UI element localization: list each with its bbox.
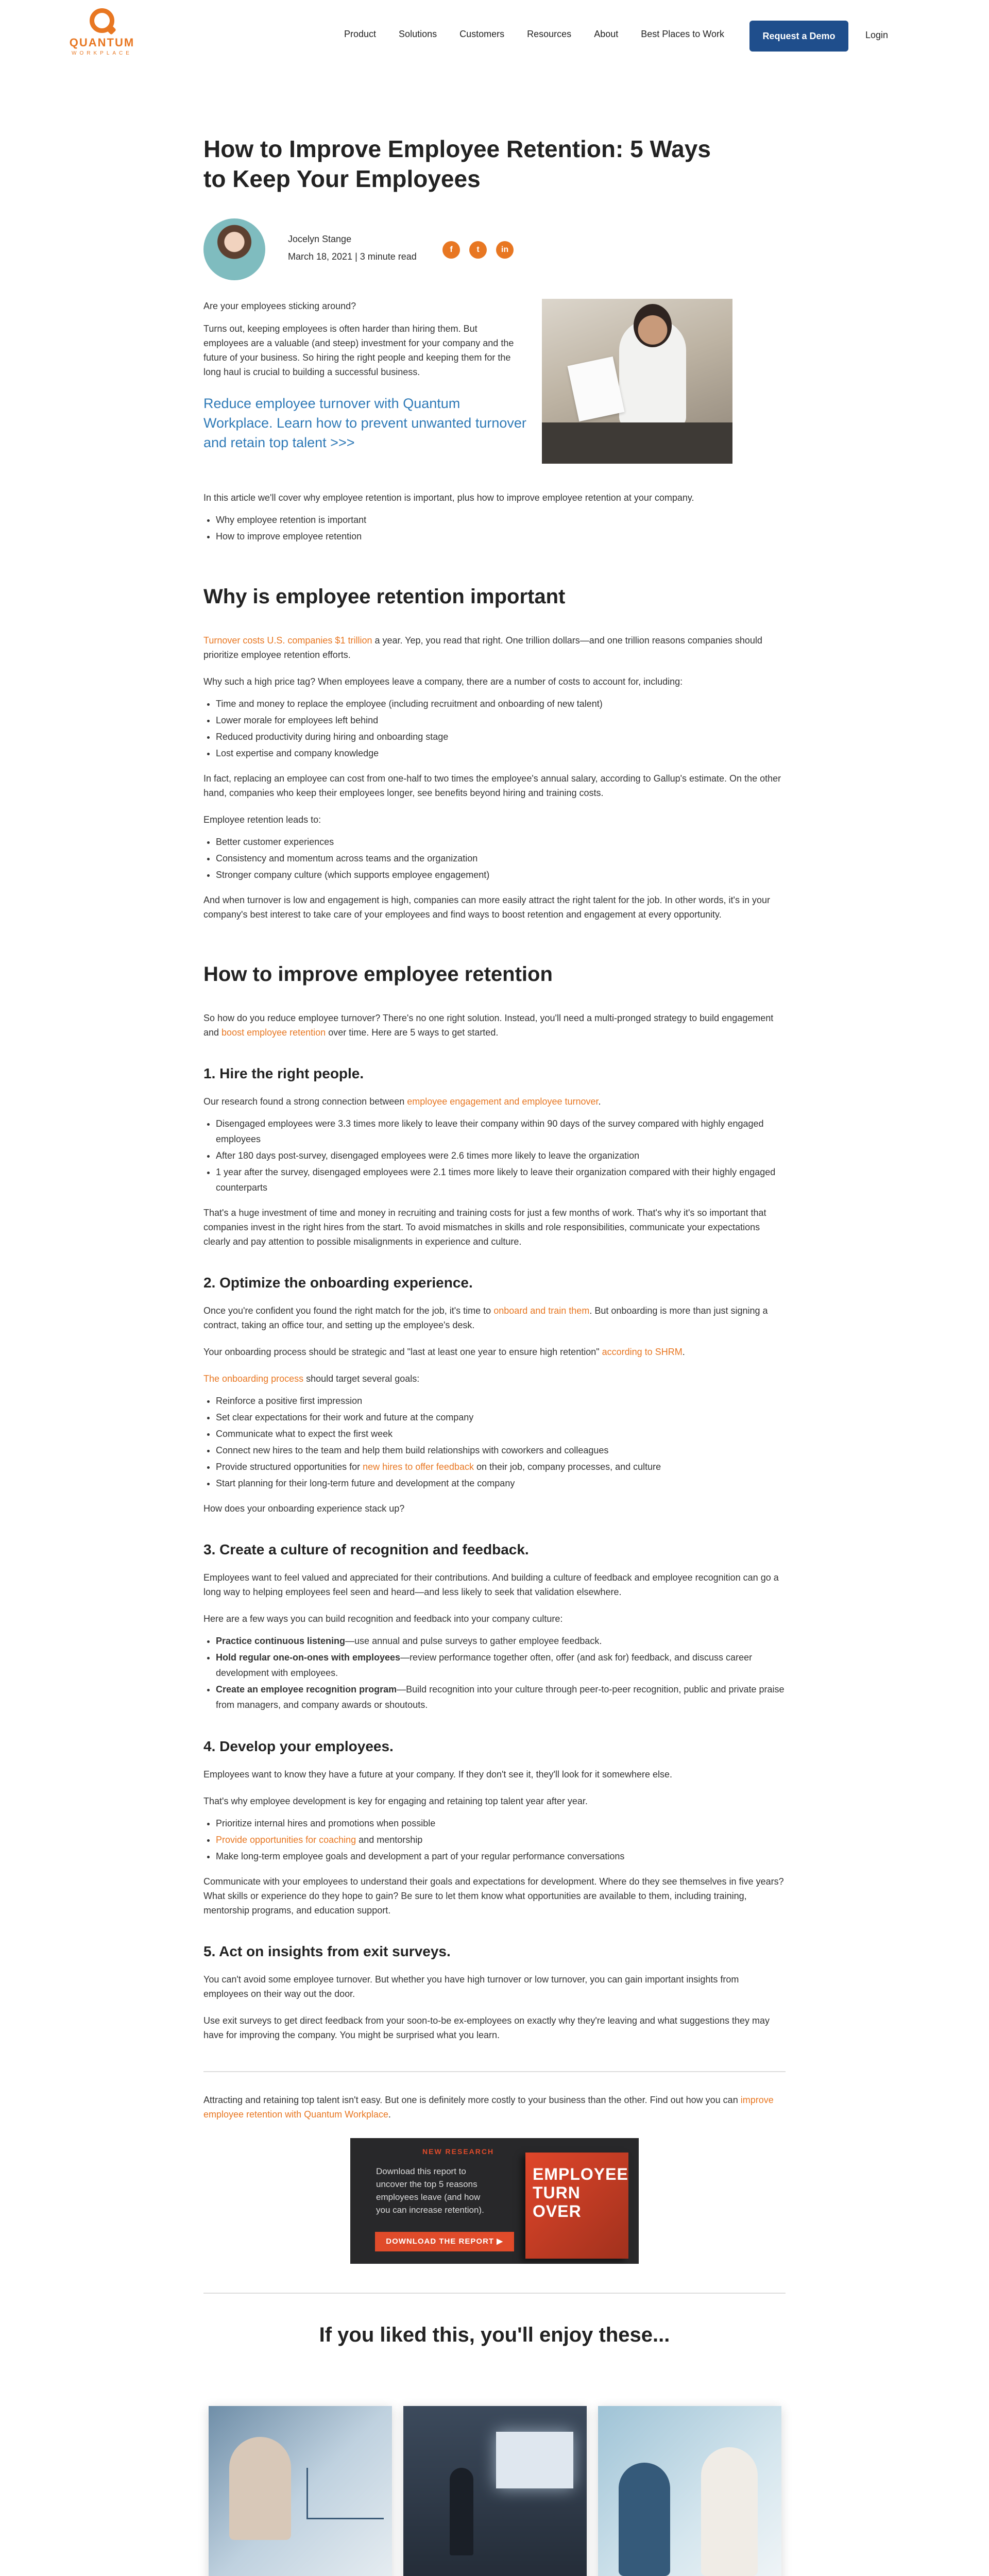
s4-p3: Communicate with your employees to understand their goals and expectations for development. Where do they see themselves in five years? What skills or experience do they hope to gain? Be sure to let them know what opportunities are available to them, including training, mentorship programs, and education support.: [203, 1876, 784, 1916]
closing-paragraph: [203, 2093, 786, 2122]
list-item-text: and mentorship: [356, 1835, 423, 1845]
list-item-text-end: on their job, company processes, and culture: [473, 1462, 661, 1472]
why-p3: In fact, replacing an employee can cost from one-half to two times the employee's annual salary, according to Gallup's estimate. On the other hand, companies who keep their employees longer, see benefits beyond hiring and training costs.: [203, 773, 781, 798]
s3-list: [216, 1633, 786, 1713]
s2-p3-text: should target several goals:: [303, 1374, 420, 1384]
report-cover: [525, 2153, 628, 2259]
list-item: • Connect new hires to the team and help them build relationships with coworkers and colleagues: [216, 1443, 786, 1458]
list-item: • Stronger company culture (which supports employee engagement): [216, 867, 786, 883]
logo-sub: WORKPLACE: [72, 50, 132, 56]
list-item: • Reduced productivity during hiring and onboarding stage: [216, 729, 786, 744]
login-link[interactable]: Login: [865, 30, 889, 40]
how-p1: [203, 1011, 786, 1040]
card-image-screen: [496, 2432, 573, 2488]
boost-retention-link[interactable]: boost employee retention: [221, 1027, 326, 1038]
article-meta: March 18, 2021 | 3 minute read: [288, 251, 417, 262]
share-buttons: [442, 241, 514, 259]
list-item: • Communicate what to expect the first week: [216, 1426, 786, 1442]
s1-p1-text: Our research found a strong connection between: [203, 1096, 407, 1107]
card-image-figure: [450, 2468, 473, 2555]
toc-item: • Why employee retention is important: [216, 512, 786, 528]
why-p2: Why such a high price tag? When employees leave a company, there are a number of costs to account for, including:: [203, 676, 683, 687]
how-heading: How to improve employee retention: [203, 963, 553, 986]
intro: [203, 299, 786, 475]
list-item: • Time and money to replace the employee (including recruitment and onboarding of new talent): [216, 696, 786, 711]
costs-list: [216, 696, 786, 761]
linkedin-icon[interactable]: in: [496, 241, 514, 259]
s1-p1-end: .: [598, 1096, 601, 1107]
list-item-bold: Practice continuous listening: [216, 1636, 346, 1646]
banner-tag: NEW RESEARCH: [422, 2147, 494, 2156]
s4-list: [216, 1816, 786, 1864]
divider: [203, 2071, 786, 2072]
s2-list: [216, 1393, 786, 1491]
s4-p1: Employees want to know they have a future at your company. If they don't see it, they'll look for it somewhere else.: [203, 1769, 673, 1780]
twitter-icon[interactable]: t: [469, 241, 487, 259]
why-p4: Employee retention leads to:: [203, 815, 321, 825]
card-image-figure: [701, 2447, 758, 2576]
related-cards: [209, 2406, 781, 2576]
logo-mark-icon: [90, 8, 114, 33]
s2-p2-text: Your onboarding process should be strategic and "last at least one year to ensure high retention": [203, 1347, 602, 1357]
list-item: • Prioritize internal hires and promotions when possible: [216, 1816, 786, 1831]
nav-customers[interactable]: Customers: [459, 29, 505, 39]
photo-subject-head: [634, 304, 672, 347]
s2-p1: [203, 1303, 786, 1332]
list-item-text: —use annual and pulse surveys to gather employee feedback.: [345, 1636, 602, 1646]
quantum-logo[interactable]: [66, 4, 138, 66]
list-item-bold: Hold regular one-on-ones with employees: [216, 1652, 401, 1663]
card-image-figure: [619, 2463, 670, 2576]
coaching-link[interactable]: Provide opportunities for coaching: [216, 1835, 356, 1845]
s2-p2-end: .: [682, 1347, 685, 1357]
related-card[interactable]: [209, 2406, 392, 2576]
related-card[interactable]: [403, 2406, 587, 2576]
toc-item: • How to improve employee retention: [216, 529, 786, 544]
s1-p1: [203, 1094, 786, 1109]
card-image: [598, 2406, 781, 2576]
nav-best-places[interactable]: Best Places to Work: [641, 29, 724, 39]
intro-question: Are your employees sticking around?: [203, 301, 356, 311]
list-item: • Start planning for their long-term future and development at the company: [216, 1476, 786, 1491]
nav-resources[interactable]: Resources: [527, 29, 572, 39]
shrm-link[interactable]: according to SHRM: [602, 1347, 683, 1357]
toc-list: [216, 512, 786, 544]
card-image: [403, 2406, 587, 2576]
list-item: [216, 1633, 786, 1649]
list-item-bold: Create an employee recognition program: [216, 1684, 397, 1694]
photo-paper: [568, 357, 625, 421]
card-image: [209, 2406, 392, 2576]
section-3-heading: 3. Create a culture of recognition and feedback.: [203, 1541, 529, 1557]
report-cover-title: EMPLOYEE TURN OVER: [533, 2165, 628, 2221]
s2-p1-text: Once you're confident you found the right match for the job, it's time to: [203, 1306, 494, 1316]
list-item-text: Provide structured opportunities for: [216, 1462, 363, 1472]
section-5-heading: 5. Act on insights from exit surveys.: [203, 1943, 451, 1959]
s2-p3: [203, 1371, 786, 1386]
article: [203, 134, 786, 2314]
s2-p4: How does your onboarding experience stack up?: [203, 1503, 405, 1514]
improve-retention-link[interactable]: improve employee retention with Quantum Workplace: [203, 2095, 774, 2120]
s2-p1-end: . But onboarding is more than just signing a contract, taking an office tour, and setting up the employee's desk.: [203, 1306, 768, 1330]
site-header: [0, 0, 989, 72]
engagement-turnover-link[interactable]: employee engagement and employee turnover: [407, 1096, 599, 1107]
s5-p2: Use exit surveys to get direct feedback from your soon-to-be ex-employees on exactly why they're leaving and what suggestions they may have for improving the company. You might be surprised what you learn.: [203, 2015, 770, 2040]
article-title: How to Improve Employee Retention: 5 Ways to Keep Your Employees: [203, 135, 711, 192]
card-image-figure: [229, 2437, 291, 2540]
s4-p2: That's why employee development is key for engaging and retaining top talent year after year.: [203, 1796, 588, 1806]
why-p1: [203, 633, 786, 662]
related-card[interactable]: [598, 2406, 781, 2576]
why-heading: Why is employee retention important: [203, 585, 566, 608]
s1-list: [216, 1116, 786, 1195]
list-item: [216, 1459, 786, 1475]
nav-solutions[interactable]: Solutions: [399, 29, 437, 39]
intro-text: [203, 299, 526, 452]
list-item-text: —review performance together often, offer (and ask for) feedback, and discuss career development with employees.: [216, 1652, 753, 1678]
how-p1-text: So how do you reduce employee turnover? There's no one right solution. Instead, you'll need a multi-pronged strategy to build engagement and: [203, 1013, 774, 1038]
banner-text: Download this report to uncover the top 5 reasons employees leave (and how you can increase retention).: [376, 2166, 484, 2215]
author-avatar: [203, 218, 265, 280]
list-item: • Make long-term employee goals and development a part of your regular performance conversations: [216, 1849, 786, 1864]
onboard-train-link[interactable]: onboard and train them: [493, 1306, 590, 1316]
list-item: • Lower morale for employees left behind: [216, 713, 786, 728]
author-name: Jocelyn Stange: [288, 234, 352, 244]
why-p5: And when turnover is low and engagement is high, companies can more easily attract the right talent for the job. In other words, it's in your company's best interest to take care of your employees and find ways to boost retention and engagement at every opportunity.: [203, 895, 771, 920]
list-item: • Set clear expectations for their work and future at the company: [216, 1410, 786, 1425]
list-item: • Disengaged employees were 3.3 times more likely to leave their company within 90 days of the survey compared with highly engaged employees: [216, 1116, 786, 1147]
leads-list: [216, 834, 786, 883]
facebook-icon[interactable]: f: [442, 241, 460, 259]
intro-photo: [542, 299, 732, 464]
nav-about[interactable]: About: [594, 29, 619, 39]
s2-p2: [203, 1345, 786, 1359]
new-hire-feedback-link[interactable]: new hires to offer feedback: [363, 1462, 474, 1472]
onboarding-process-link[interactable]: The onboarding process: [203, 1374, 304, 1384]
list-item-text: —Build recognition into your culture through peer-to-peer recognition, public and private praise from managers, and company awards or shoutouts.: [216, 1684, 785, 1710]
related-heading: If you liked this, you'll enjoy these...: [319, 2324, 670, 2346]
s3-p2: Here are a few ways you can build recognition and feedback into your company culture:: [203, 1614, 563, 1624]
photo-desk: [542, 422, 732, 464]
why-p1-text: a year. Yep, you read that right. One trillion dollars—and one trillion reasons companies should prioritize employee retention efforts.: [203, 635, 762, 660]
request-demo-button[interactable]: Request a Demo: [749, 21, 848, 52]
list-item: • Lost expertise and company knowledge: [216, 745, 786, 761]
intro-cta-link[interactable]: Reduce employee turnover with Quantum Workplace. Learn how to prevent unwanted turnover and retain top talent >>>: [203, 396, 526, 450]
s5-p1: You can't avoid some employee turnover. But whether you have high turnover or low turnover, you can gain important insights from employees on their way out the door.: [203, 1974, 739, 1999]
s3-p1: Employees want to feel valued and appreciated for their contributions. And building a culture of feedback and employee recognition can go a long way to helping employees feel seen and heard—and less likely to seek that validation elsewhere.: [203, 1572, 779, 1597]
divider: [203, 2293, 786, 2294]
section-2-heading: 2. Optimize the onboarding experience.: [203, 1275, 473, 1291]
card-image-chart: [306, 2468, 384, 2519]
intro-paragraph: Turns out, keeping employees is often harder than hiring them. But employees are a valuable (and steep) investment for your company and the future of your business. So hiring the right people and keeping them for the long haul is crucial to building a successful business.: [203, 324, 514, 377]
cover-paragraph: In this article we'll cover why employee retention is important, plus how to improve employee retention at your company.: [203, 493, 694, 503]
list-item: • After 180 days post-survey, disengaged employees were 2.6 times more likely to leave the organization: [216, 1148, 786, 1163]
turnover-cost-link[interactable]: Turnover costs U.S. companies $1 trillion: [203, 635, 372, 646]
list-item: • Better customer experiences: [216, 834, 786, 850]
list-item: [216, 1650, 786, 1681]
list-item: • Reinforce a positive first impression: [216, 1393, 786, 1409]
main-nav: [344, 29, 747, 40]
report-banner[interactable]: [350, 2138, 639, 2264]
logo-name: QUANTUM: [69, 36, 135, 49]
section-4-heading: 4. Develop your employees.: [203, 1738, 394, 1754]
s1-p2: That's a huge investment of time and money in recruiting and training costs for just a few months of work. That's why it's so important that companies invest in the right hires from the start. To avoid mismatches in skills and role responsibilities, communicate your expectations clearly and pay attention to possible misalignments in experience and culture.: [203, 1208, 766, 1247]
section-1-heading: 1. Hire the right people.: [203, 1065, 364, 1081]
closing-text: Attracting and retaining top talent isn't easy. But one is definitely more costly to your business than the other. Find out how you can: [203, 2095, 741, 2105]
how-p1-text-end: over time. Here are 5 ways to get started.: [326, 1027, 499, 1038]
closing-end: .: [388, 2109, 391, 2120]
author-block: [203, 218, 786, 282]
list-item: • Consistency and momentum across teams and the organization: [216, 851, 786, 866]
download-report-button[interactable]: DOWNLOAD THE REPORT ▶: [375, 2232, 514, 2251]
list-item: [216, 1832, 786, 1848]
list-item: [216, 1682, 786, 1713]
nav-product[interactable]: Product: [344, 29, 377, 39]
list-item: • 1 year after the survey, disengaged employees were 2.1 times more likely to leave their organization compared with their highly engaged counterparts: [216, 1164, 786, 1195]
